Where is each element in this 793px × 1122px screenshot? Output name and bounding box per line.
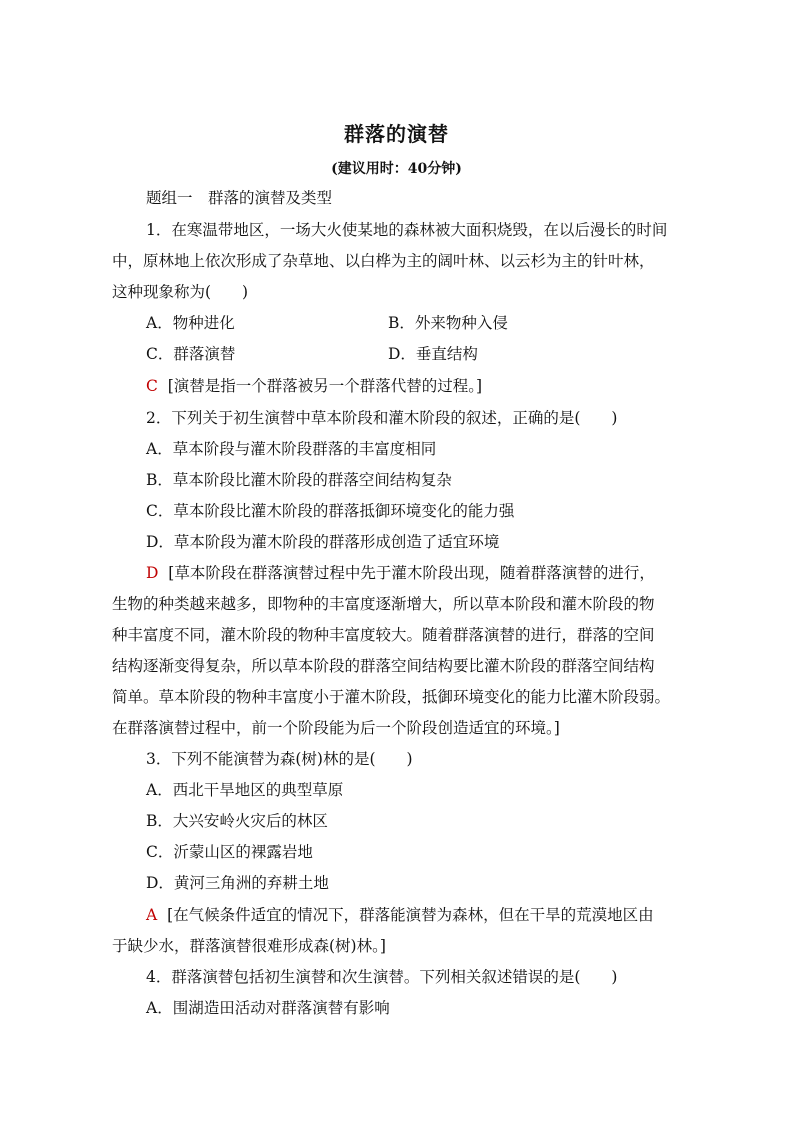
q2-option-a: A．草本阶段与灌木阶段群落的丰富度相同 (146, 440, 437, 458)
q1-answer-letter: C (146, 377, 158, 395)
q1-option-c: C．群落演替 (146, 345, 236, 363)
q1-stem-line2: 中，原林地上依次形成了杂草地、以白桦为主的阔叶林、以云杉为主的针叶林， (112, 252, 655, 270)
q2-explanation-5: 简单。草本阶段的物种丰富度小于灌木阶段，抵御环境变化的能力比灌木阶段弱。 (112, 688, 671, 706)
q2-explanation-6: 在群落演替过程中，前一个阶段能为后一个阶段创造适宜的环境。] (112, 719, 560, 737)
q1-option-d: D．垂直结构 (388, 345, 478, 363)
q2-option-d: D．草本阶段为灌木阶段的群落形成创造了适宜环境 (146, 533, 500, 551)
q1-answer (146, 376, 721, 396)
q2-explanation-1: [草本阶段在群落演替过程中先于灌木阶段出现，随着群落演替的进行， (168, 564, 655, 582)
q1-option-b: B．外来物种入侵 (388, 314, 508, 332)
q3-answer-letter: A (146, 906, 158, 924)
page-title: 群落的演替 (344, 122, 449, 146)
q3-explanation-1: [在气候条件适宜的情况下，群落能演替为森林，但在干旱的荒漠地区由 (167, 906, 654, 924)
q2-stem: 2．下列关于初生演替中草本阶段和灌木阶段的叙述，正确的是( ) (146, 409, 618, 427)
q3-stem: 3．下列不能演替为森(树)林的是( ) (146, 750, 413, 768)
q4-option-a: A．围湖造田活动对群落演替有影响 (146, 999, 390, 1017)
q2-option-b: B．草本阶段比灌木阶段的群落空间结构复杂 (146, 471, 452, 489)
q4-stem: 4．群落演替包括初生演替和次生演替。下列相关叙述错误的是( ) (146, 968, 618, 986)
q2-answer-letter: D (146, 564, 159, 582)
q1-option-a: A．物种进化 (146, 314, 235, 332)
q2-answer-line1 (146, 563, 721, 583)
q2-option-c: C．草本阶段比灌木阶段的群落抵御环境变化的能力强 (146, 502, 515, 520)
q2-explanation-4: 结构逐渐变得复杂，所以草本阶段的群落空间结构要比灌木阶段的群落空间结构 (112, 657, 655, 675)
q2-explanation-2: 生物的种类越来越多，即物种的丰富度逐渐增大，所以草本阶段和灌木阶段的物 (112, 595, 655, 613)
q3-option-c: C．沂蒙山区的裸露岩地 (146, 843, 313, 861)
group-heading: 题组一 群落的演替及类型 (146, 189, 333, 207)
q3-option-d: D．黄河三角洲的弃耕土地 (146, 874, 329, 892)
suggested-time: (建议用时：40分钟) (331, 161, 462, 177)
q1-stem-line3: 这种现象称为( ) (112, 283, 249, 301)
q3-option-a: A．西北干旱地区的典型草原 (146, 781, 344, 799)
q3-explanation-2: 于缺少水，群落演替很难形成森(树)林。] (112, 937, 386, 955)
q1-answer-explanation: [演替是指一个群落被另一个群落代替的过程。] (167, 377, 483, 395)
q3-answer-line1 (146, 905, 721, 925)
q1-stem-line1: 1．在寒温带地区，一场大火使某地的森林被大面积烧毁，在以后漫长的时间 (146, 221, 668, 239)
q2-explanation-3: 种丰富度不同，灌木阶段的物种丰富度较大。随着群落演替的进行，群落的空间 (112, 626, 655, 644)
q3-option-b: B．大兴安岭火灾后的林区 (146, 812, 328, 830)
